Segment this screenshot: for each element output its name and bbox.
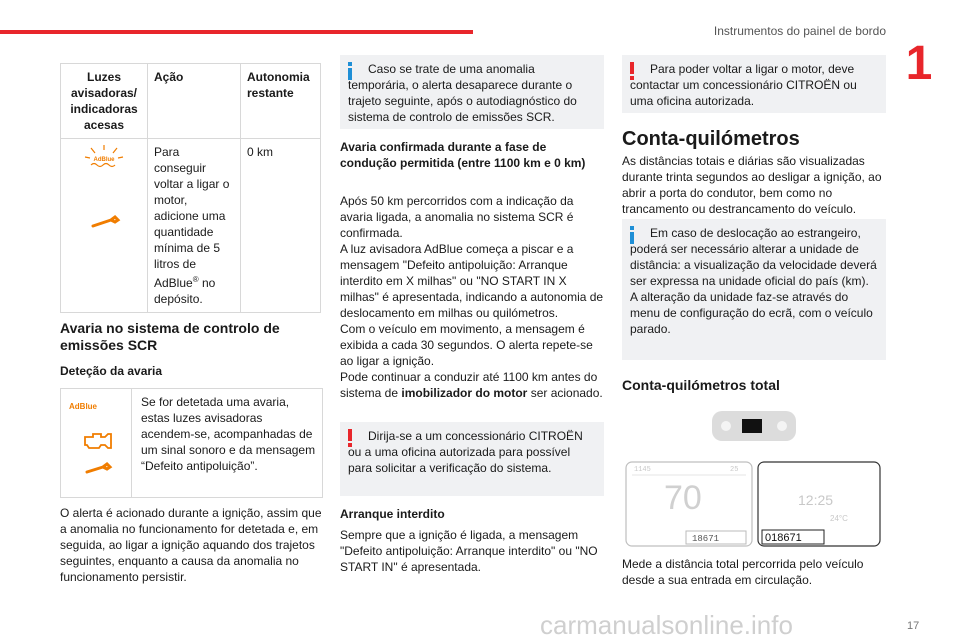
svg-text:AdBlue: AdBlue: [93, 157, 115, 163]
right-p1: As distâncias totais e diárias são visualizadas durante trinta segundos ao desligar a ignição, ao abrir a porta do condutor, bem como no trancamento ou destrancamento do veículo.: [622, 154, 882, 216]
middle-p4: Pode continuar a conduzir até 1100 km antes do sistema de imobilizador do motor ser acionado.: [340, 370, 603, 400]
illustration-caption: Mede a distância total percorrida pelo veículo desde a sua entrada em circulação.: [622, 557, 864, 587]
col-header-lights: Luzes avisadoras/ indicadoras acesas: [61, 64, 148, 139]
warning-note-right: Para poder voltar a ligar o motor, deve contactar um concessionário CITROËN ou uma oficina autorizada.: [622, 55, 886, 113]
odometer-value: 018671: [765, 532, 802, 544]
heading-start-prohibited: Arranque interdito: [340, 507, 445, 521]
middle-p1: Após 50 km percorridos com a indicação da avaria ligada, a anomalia no sistema SCR é confirmada.: [340, 194, 574, 240]
left-paragraph: O alerta é acionado durante a ignição, assim que a anomalia no funcionamento for detetada e, em seguida, ao ligar a ignição aquando dos trajetos seguintes, enquanto a causa da anomalia no funcionamento persistir.: [60, 506, 322, 584]
odometer-illustration: [622, 405, 886, 550]
wrench-icon: [83, 461, 113, 477]
lights-cell: [61, 139, 148, 313]
adblue-icon: AdBlue: [69, 402, 97, 411]
warning-note: Dirija-se a um concessionário CITROËN ou a uma oficina autorizada para possível para solicitar a verificação do sistema.: [340, 422, 604, 496]
warning-lights-table: [60, 63, 321, 313]
running-header: Instrumentos do painel de bordo: [713, 24, 886, 38]
svg-text:18671: 18671: [692, 534, 720, 544]
svg-text:1145: 1145: [634, 466, 651, 474]
autonomy-cell: 0 km: [241, 139, 321, 313]
col-header-autonomy: Autonomia restante: [241, 64, 321, 139]
info-note-right: Em caso de deslocação ao estrangeiro, poderá ser necessário alterar a unidade de distância: a visualização da velocidade deverá ser expressa na unidade oficial do país (km). A alteração da unidade faz-se através do menu de configuração do ecrã, com o veículo parado.: [622, 219, 886, 360]
wrench-icon: [67, 212, 141, 236]
subtitle-detection: Deteção da avaria: [60, 364, 163, 378]
dashboard-illustration: [622, 405, 886, 550]
speed-readout: 70: [664, 479, 702, 517]
detection-icons-cell: [61, 389, 132, 497]
svg-text:25: 25: [730, 466, 739, 474]
middle-p2: A luz avisadora AdBlue começa a piscar e a mensagem "Defeito antipoluição: Arranque interdito em X milhas" ou "NO START IN X milhas" é apresentada, indicando a autonomia de deslocamento em milhas ou quilómetros.: [340, 242, 604, 320]
middle-p5: Sempre que a ignição é ligada, a mensagem "Defeito antipoluição: Arranque interdito" ou "NO START IN" é apresentada.: [340, 528, 598, 574]
title-odometer: Conta-quilómetros: [622, 128, 800, 150]
page-number: 17: [907, 620, 920, 632]
table-header-row: [61, 64, 321, 139]
action-cell: Para conseguir voltar a ligar o motor, adicione uma quantidade mínima de 5 litros de AdBlue® no depósito.: [148, 139, 241, 313]
info-note: Caso se trate de uma anomalia temporária, o alerta desaparece durante o trajeto seguinte, após o autodiagnóstico do sistema de controlo de emissões SCR.: [340, 55, 604, 129]
svg-text:24°C: 24°C: [830, 514, 848, 523]
chapter-number: 1: [905, 37, 933, 90]
heading-confirmed-fault: Avaria confirmada durante a fase de condução permitida (entre 1100 km e 0 km): [340, 140, 586, 170]
header-accent-bar: [0, 30, 473, 34]
detection-text: Se for detetada uma avaria, estas luzes avisadoras acendem-se, acompanhadas de um sinal sonoro e da mensagem “Defeito antipoluição”.: [141, 395, 316, 473]
svg-text:12:25: 12:25: [798, 492, 834, 508]
subtitle-total-odometer: Conta-quilómetros total: [622, 377, 780, 393]
adblue-warning-icon: [67, 144, 141, 204]
table-row: [61, 139, 321, 313]
detection-box: [60, 388, 323, 498]
watermark: carmanualsonline.info: [540, 610, 793, 640]
col-header-action: Ação: [148, 64, 241, 139]
middle-p3: Com o veículo em movimento, a mensagem é exibida a cada 30 segundos. O alerta repete-se ao ligar a ignição.: [340, 322, 593, 368]
section-title-scr: Avaria no sistema de controlo de emissões SCR: [60, 320, 280, 353]
engine-icon: [83, 429, 113, 453]
